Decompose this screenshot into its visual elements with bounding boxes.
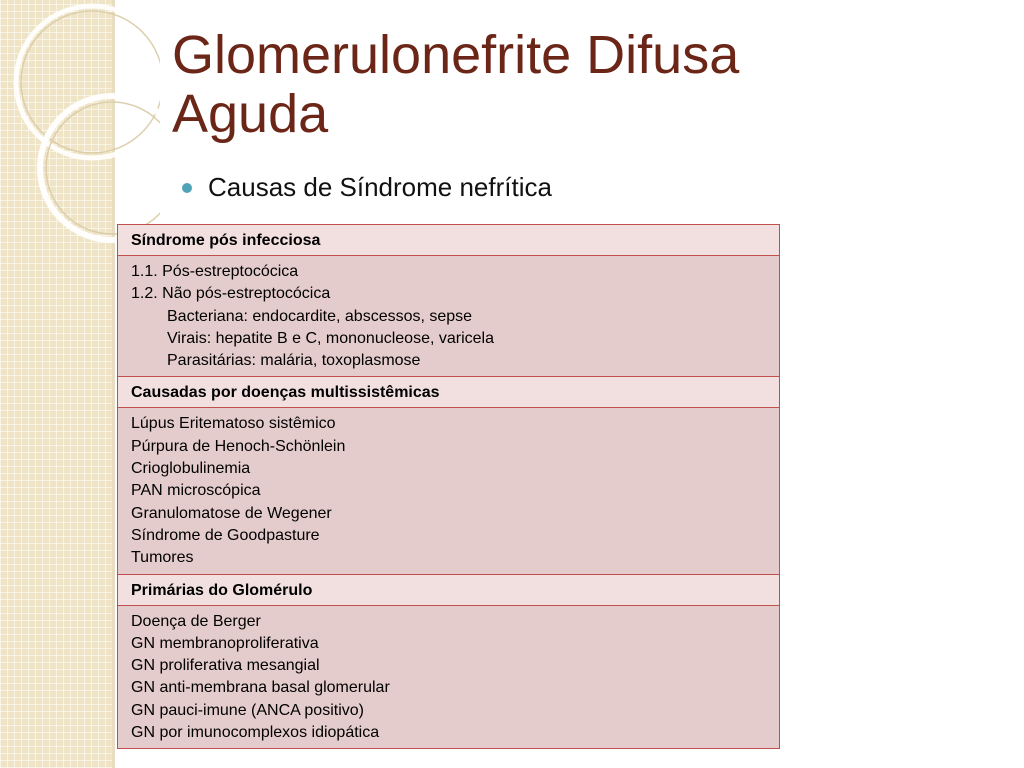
causes-table: [117, 224, 780, 749]
table-line: Doença de Berger: [131, 612, 261, 630]
table-line: Crioglobulinemia: [131, 460, 251, 478]
slide-title: [172, 26, 992, 144]
table-line: Virais: hepatite B e C, mononucleose, varicela: [167, 329, 494, 347]
table-line: Granulomatose de Wegener: [131, 504, 332, 522]
title-line-1: Glomerulonefrite Difusa: [172, 25, 740, 85]
section-body-cell: [118, 408, 780, 574]
title-line-2: Aguda: [172, 84, 329, 144]
bullet-dot-icon: [182, 183, 192, 193]
decorative-ring-upper: [16, 6, 160, 158]
table-section-header: [118, 574, 780, 605]
table-section-header: [118, 225, 780, 256]
section-body-cell: [118, 605, 780, 749]
table-line: Parasitárias: malária, toxoplasmose: [167, 352, 421, 370]
decorative-rings: [0, 0, 160, 260]
table-section-body: [118, 605, 780, 749]
decorative-ring-lower: [40, 96, 160, 240]
table-line: Lúpus Eritematoso sistêmico: [131, 415, 336, 433]
table-line: Tumores: [131, 549, 194, 567]
bullet-item: [182, 170, 552, 204]
table-line: GN pauci-imune (ANCA positivo): [131, 701, 364, 719]
table-section-body: [118, 408, 780, 574]
section-header-cell: Síndrome pós infecciosa: [118, 225, 780, 256]
table-line: GN membranoproliferativa: [131, 634, 319, 652]
table-line: PAN microscópica: [131, 482, 261, 500]
table-line: 1.1. Pós-estreptocócica: [131, 263, 299, 280]
section-header-cell: Primárias do Glomérulo: [118, 574, 780, 605]
table-line: Púrpura de Henoch-Schönlein: [131, 437, 346, 455]
table-line: GN proliferativa mesangial: [131, 657, 320, 675]
table-section-header: [118, 377, 780, 408]
table-line: Bacteriana: endocardite, abscessos, sepse: [167, 307, 473, 325]
table-line: 1.2. Não pós-estreptocócica: [131, 285, 331, 303]
bullet-text: Causas de Síndrome nefrítica: [208, 171, 552, 202]
table-line: GN anti-membrana basal glomerular: [131, 679, 390, 697]
section-body-cell: [118, 256, 780, 377]
table-line: GN por imunocomplexos idiopática: [131, 724, 380, 742]
section-header-cell: Causadas por doenças multissistêmicas: [118, 377, 780, 408]
table-line: Síndrome de Goodpasture: [131, 526, 320, 544]
table-section-body: [118, 256, 780, 377]
